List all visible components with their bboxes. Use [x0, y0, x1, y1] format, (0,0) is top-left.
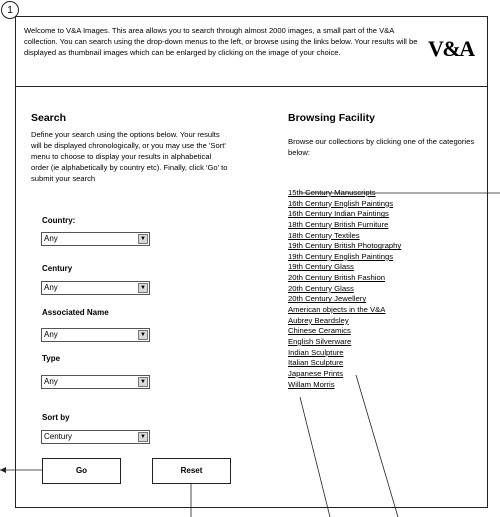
dropdown-arrow-icon[interactable]: ▼: [138, 377, 148, 387]
category-link[interactable]: 15th Century Manuscripts: [288, 188, 376, 197]
category-link[interactable]: Chinese Ceramics: [288, 326, 351, 336]
annotation-line-list-b: [356, 375, 398, 517]
category-link[interactable]: Italian Sculpture: [288, 358, 344, 368]
dropdown-arrow-icon[interactable]: ▼: [138, 330, 148, 340]
sort-by-label: Sort by: [42, 413, 70, 422]
search-description: Define your search using the options below. Your results will be displayed chronologically, or you may use the 'Sort' menu to choose to display your results in alphabetical order (ie alphabetically by country etc). Finally, click 'Go' to submit your search: [31, 130, 228, 183]
category-link[interactable]: Willam Morris: [288, 379, 335, 389]
type-select-value: Any: [44, 377, 58, 386]
dropdown-arrow-icon[interactable]: ▼: [138, 283, 148, 293]
category-link[interactable]: Aubrey Beardsley: [288, 315, 349, 325]
browse-description: Browse our collections by clicking one of the categories below:: [288, 137, 475, 157]
category-link[interactable]: 16th Century Indian Paintings: [288, 209, 389, 219]
category-link[interactable]: 18th Century British Furniture: [288, 219, 389, 229]
country-select-value: Any: [44, 234, 58, 243]
category-link[interactable]: 20th Century Glass: [288, 283, 354, 293]
dropdown-arrow-icon[interactable]: ▼: [138, 432, 148, 442]
category-link[interactable]: 16th Century English Paintings: [288, 198, 394, 208]
type-label: Type: [42, 354, 61, 363]
associated-name-select-value: Any: [44, 330, 58, 339]
associated-name-label: Associated Name: [42, 308, 109, 317]
arrow-left-icon: [0, 467, 6, 473]
category-link[interactable]: English Silverware: [288, 336, 352, 346]
browse-title: Browsing Facility: [288, 112, 375, 124]
category-link[interactable]: 20th Century British Fashion: [288, 273, 385, 283]
category-link[interactable]: 19th Century English Paintings: [288, 251, 394, 261]
category-link[interactable]: 19th Century British Photography: [288, 241, 402, 251]
century-select-value: Any: [44, 283, 58, 292]
callout-number-badge: 1: [1, 1, 19, 19]
category-link[interactable]: Japanese Prints: [288, 368, 344, 378]
search-title: Search: [31, 112, 67, 124]
category-link[interactable]: 20th Century Jewellery: [288, 294, 367, 304]
century-label: Century: [42, 264, 73, 273]
intro-text: Welcome to V&A Images. This area allows you to search through almost 2000 images, a small part of the V&A collection. You can search using the drop-down menus to the left, or browse using the links below. Your results will be displayed as thumbnail images which can be enlarged by clicking on the image of your choice.: [24, 26, 418, 57]
category-link[interactable]: 19th Century Glass: [288, 262, 354, 272]
go-button[interactable]: Go: [42, 458, 121, 484]
country-label: Country:: [42, 216, 76, 225]
category-link[interactable]: Indian Sculpture: [288, 347, 344, 357]
annotation-line-list-a: [300, 397, 330, 517]
category-link[interactable]: American objects in the V&A: [288, 305, 386, 315]
sort-by-select-value: Century: [44, 432, 73, 441]
category-link[interactable]: 18th Century Textiles: [288, 230, 360, 240]
dropdown-arrow-icon[interactable]: ▼: [138, 234, 148, 244]
reset-button[interactable]: Reset: [152, 458, 231, 484]
va-logo: V&A: [428, 36, 474, 61]
